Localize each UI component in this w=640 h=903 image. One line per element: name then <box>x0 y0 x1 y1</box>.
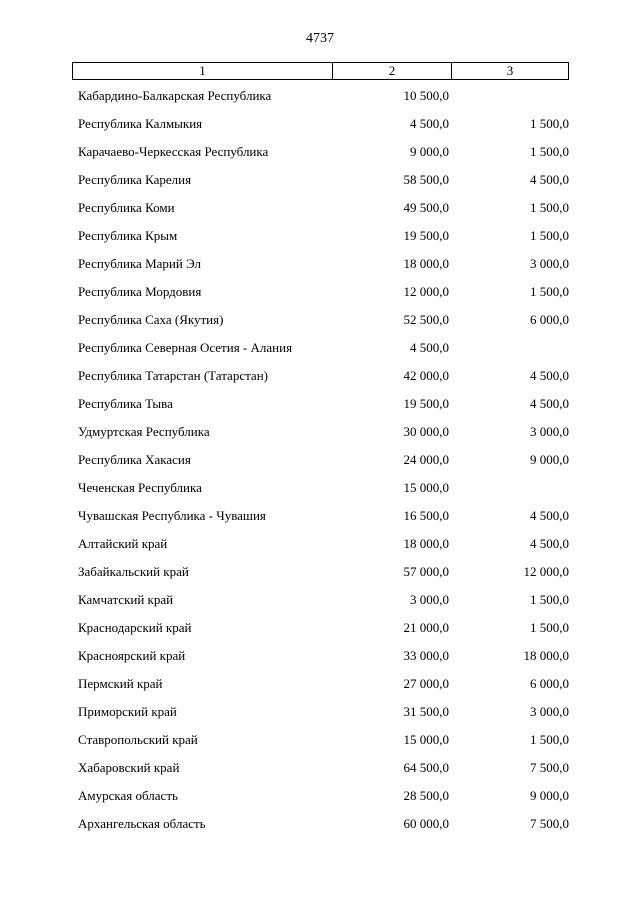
table-row <box>0 226 640 254</box>
column-3-value: 1 500,0 <box>530 228 569 243</box>
column-3-value: 4 500,0 <box>530 508 569 523</box>
column-2-value: 27 000,0 <box>403 676 449 691</box>
table-row <box>0 282 640 310</box>
region-name: Карачаево-Черкесская Республика <box>78 144 269 159</box>
column-2-value: 18 000,0 <box>403 536 449 551</box>
table-row <box>0 590 640 618</box>
column-3-value: 1 500,0 <box>530 200 569 215</box>
column-2-value: 24 000,0 <box>403 452 449 467</box>
table-row <box>0 114 640 142</box>
column-3-value: 3 000,0 <box>530 424 569 439</box>
table-row <box>0 786 640 814</box>
column-3-value: 4 500,0 <box>530 368 569 383</box>
region-name: Забайкальский край <box>78 564 189 579</box>
region-name: Республика Марий Эл <box>78 256 201 271</box>
table-row <box>0 758 640 786</box>
region-name: Республика Саха (Якутия) <box>78 312 224 327</box>
column-2-value: 58 500,0 <box>403 172 449 187</box>
region-name: Республика Татарстан (Татарстан) <box>78 368 268 383</box>
column-2-value: 60 000,0 <box>403 816 449 831</box>
region-name: Республика Северная Осетия - Алания <box>78 340 293 355</box>
column-2-value: 18 000,0 <box>403 256 449 271</box>
table-row <box>0 310 640 338</box>
table-header <box>72 62 569 80</box>
column-2-value: 31 500,0 <box>403 704 449 719</box>
region-name: Республика Коми <box>78 200 175 215</box>
column-2-value: 49 500,0 <box>403 200 449 215</box>
column-2-value: 42 000,0 <box>403 368 449 383</box>
column-2-value: 64 500,0 <box>403 760 449 775</box>
column-header-3: 3 <box>506 63 514 78</box>
table-row <box>0 646 640 674</box>
region-name: Ставропольский край <box>78 732 198 747</box>
region-name: Республика Карелия <box>78 172 192 187</box>
column-3-value: 7 500,0 <box>530 816 569 831</box>
table-row <box>0 450 640 478</box>
table-row <box>0 394 640 422</box>
column-2-value: 19 500,0 <box>403 228 449 243</box>
table-row <box>0 730 640 758</box>
region-name: Хабаровский край <box>78 760 180 775</box>
column-3-value: 7 500,0 <box>530 760 569 775</box>
column-3-value: 4 500,0 <box>530 396 569 411</box>
column-2-value: 4 500,0 <box>410 340 449 355</box>
table-row <box>0 254 640 282</box>
region-name: Приморский край <box>78 704 177 719</box>
column-3-value: 18 000,0 <box>523 648 569 663</box>
column-2-value: 10 500,0 <box>403 88 449 103</box>
column-2-value: 28 500,0 <box>403 788 449 803</box>
column-2-value: 57 000,0 <box>403 564 449 579</box>
column-3-value: 12 000,0 <box>523 564 569 579</box>
column-2-value: 52 500,0 <box>403 312 449 327</box>
column-3-value: 9 000,0 <box>530 452 569 467</box>
table-row <box>0 618 640 646</box>
column-3-value: 4 500,0 <box>530 536 569 551</box>
column-2-value: 12 000,0 <box>403 284 449 299</box>
table-row <box>0 534 640 562</box>
region-name: Республика Мордовия <box>78 284 202 299</box>
column-2-value: 15 000,0 <box>403 732 449 747</box>
page-number: 4737 <box>306 31 334 46</box>
table-row <box>0 562 640 590</box>
column-3-value: 3 000,0 <box>530 256 569 271</box>
column-3-value: 1 500,0 <box>530 732 569 747</box>
column-3-value: 4 500,0 <box>530 172 569 187</box>
region-name: Красноярский край <box>78 648 186 663</box>
region-name: Архангельская область <box>78 816 206 831</box>
column-2-value: 30 000,0 <box>403 424 449 439</box>
region-name: Кабардино-Балкарская Республика <box>78 88 272 103</box>
column-2-value: 3 000,0 <box>410 592 449 607</box>
column-2-value: 4 500,0 <box>410 116 449 131</box>
column-3-value: 1 500,0 <box>530 284 569 299</box>
column-2-value: 19 500,0 <box>403 396 449 411</box>
column-2-value: 9 000,0 <box>410 144 449 159</box>
table-row <box>0 198 640 226</box>
region-name: Чеченская Республика <box>78 480 202 495</box>
table-row <box>0 338 640 366</box>
table-row <box>0 142 640 170</box>
table-row <box>0 170 640 198</box>
column-3-value: 1 500,0 <box>530 620 569 635</box>
region-name: Республика Хакасия <box>78 452 191 467</box>
column-3-value: 3 000,0 <box>530 704 569 719</box>
region-name: Республика Тыва <box>78 396 173 411</box>
region-name: Алтайский край <box>78 536 168 551</box>
region-name: Пермский край <box>78 676 163 691</box>
column-2-value: 33 000,0 <box>403 648 449 663</box>
table-row <box>0 506 640 534</box>
table-row <box>0 366 640 394</box>
column-2-value: 16 500,0 <box>403 508 449 523</box>
column-3-value: 1 500,0 <box>530 592 569 607</box>
column-3-value: 1 500,0 <box>530 116 569 131</box>
region-name: Амурская область <box>78 788 178 803</box>
region-name: Краснодарский край <box>78 620 192 635</box>
table-row <box>0 674 640 702</box>
table-row <box>0 422 640 450</box>
table-body <box>0 86 640 842</box>
region-name: Камчатский край <box>78 592 174 607</box>
table-row <box>0 478 640 506</box>
column-3-value: 9 000,0 <box>530 788 569 803</box>
column-3-value: 6 000,0 <box>530 676 569 691</box>
table-row <box>0 814 640 842</box>
region-name: Республика Калмыкия <box>78 116 203 131</box>
column-3-value: 1 500,0 <box>530 144 569 159</box>
region-name: Республика Крым <box>78 228 178 243</box>
region-name: Удмуртская Республика <box>78 424 210 439</box>
column-header-2: 2 <box>333 63 452 79</box>
column-2-value: 21 000,0 <box>403 620 449 635</box>
table-row <box>0 86 640 114</box>
table-row <box>0 702 640 730</box>
region-name: Чувашская Республика - Чувашия <box>78 508 266 523</box>
column-2-value: 15 000,0 <box>403 480 449 495</box>
column-3-value: 6 000,0 <box>530 312 569 327</box>
column-header-1: 1 <box>73 63 333 79</box>
